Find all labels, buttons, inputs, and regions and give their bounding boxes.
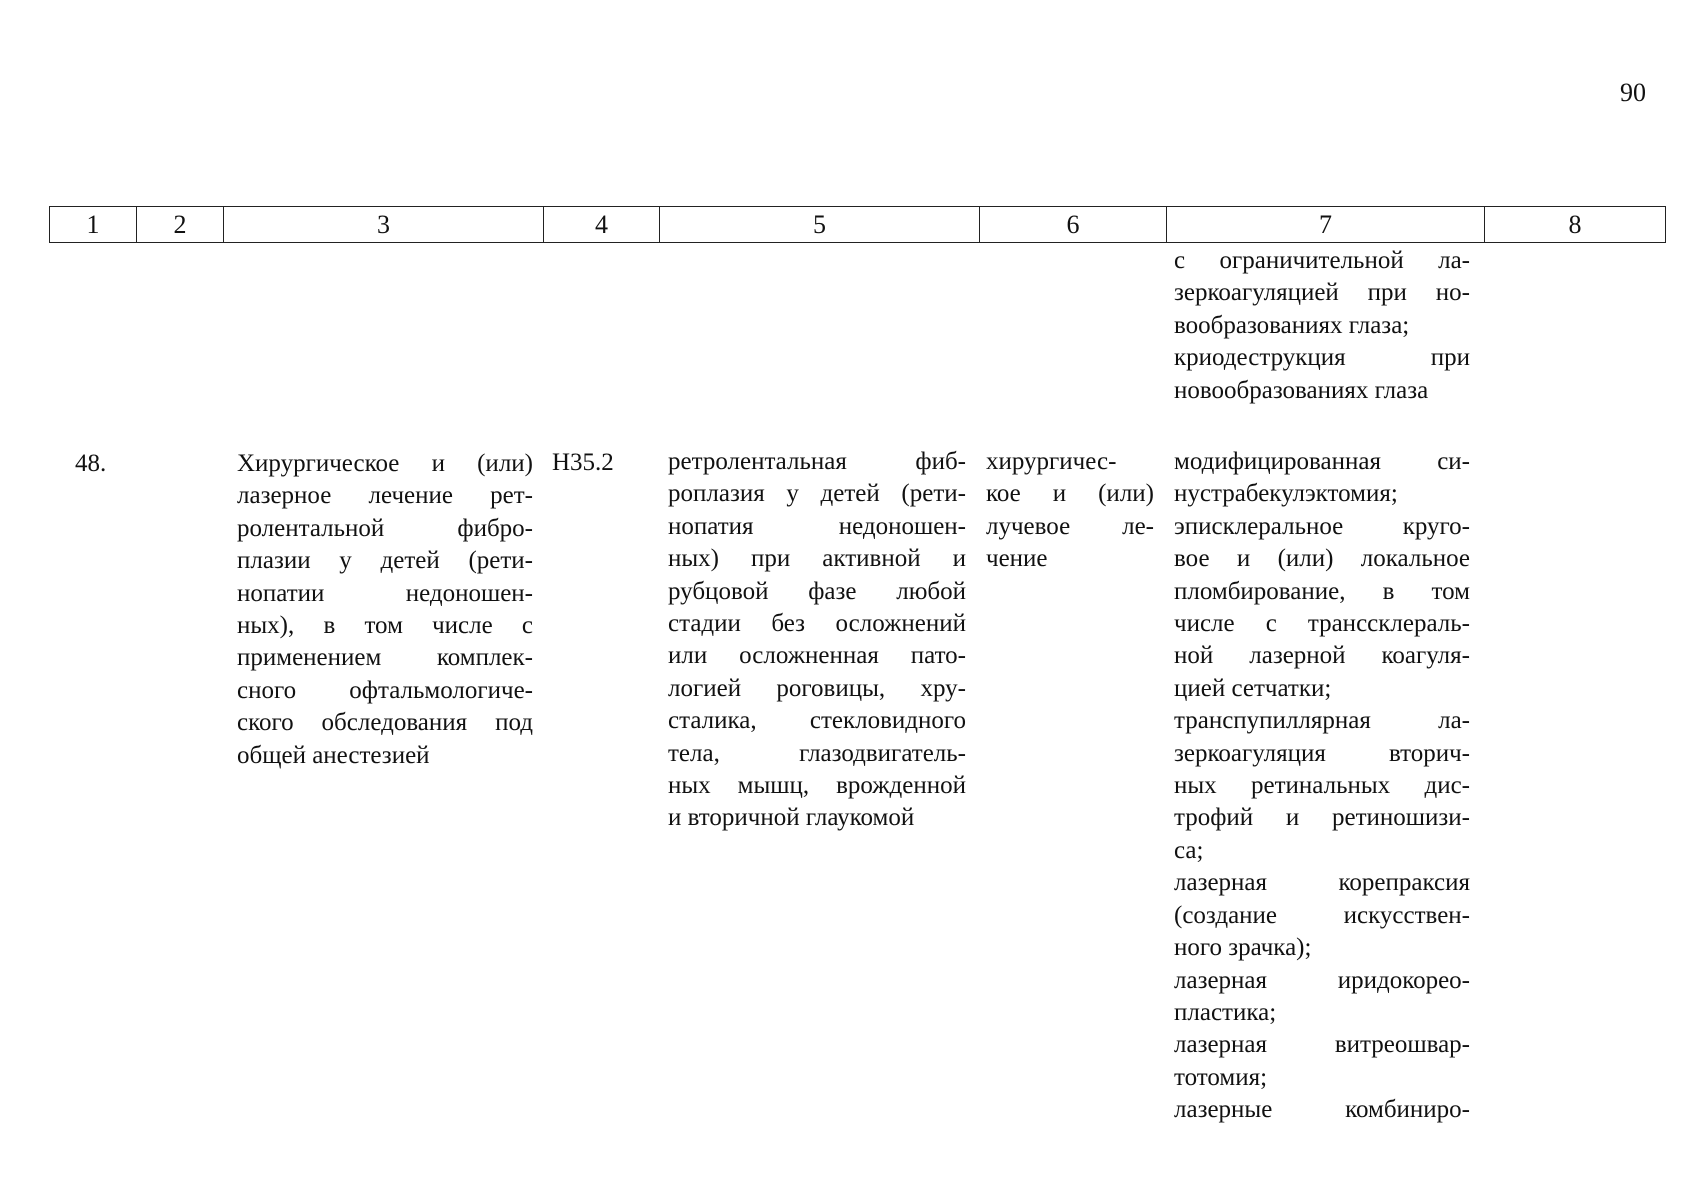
- column-header-2: 2: [137, 207, 224, 243]
- column-header-4: 4: [544, 207, 660, 243]
- column-header-5: 5: [660, 207, 980, 243]
- text-line: хирургичес-: [986, 448, 1117, 475]
- text-line: ных мышц, врожденной: [668, 772, 966, 800]
- text-line: числе с транссклераль-: [1174, 610, 1470, 638]
- text-line: сного офтальмологиче-: [237, 676, 533, 704]
- text-line: применением комплек-: [237, 644, 533, 672]
- text-line: цией сетчатки;: [1174, 674, 1332, 702]
- row-number: 48.: [75, 450, 107, 477]
- column-header-6: 6: [980, 207, 1167, 243]
- text-line: ского обследования под: [237, 709, 533, 737]
- text-line: стадии без осложнений: [668, 610, 966, 638]
- text-line: модифицированная си-: [1174, 448, 1470, 475]
- text-line: ной лазерной коагуля-: [1174, 642, 1470, 670]
- text-line: эписклеральное круго-: [1174, 512, 1470, 540]
- page-number: 90: [1620, 78, 1646, 107]
- column-header-3: 3: [224, 207, 544, 243]
- text-line: зеркоагуляция вторич-: [1174, 739, 1470, 767]
- text-line: лазерная иридокорео-: [1174, 966, 1470, 994]
- text-line: тела, глазодвигатель-: [668, 739, 966, 767]
- text-line: роплазия у детей (рети-: [668, 480, 966, 508]
- text-line: трофий и ретиношизи-: [1174, 804, 1470, 832]
- treatment-type-cell: [986, 446, 1154, 576]
- text-line: пломбирование, в том: [1174, 577, 1470, 605]
- text-line: сталика, стекловидного: [668, 707, 966, 735]
- text-line: лучевое ле-: [986, 512, 1154, 540]
- column-header-8: 8: [1485, 207, 1666, 243]
- text-line: ролентальной фибро-: [237, 514, 533, 542]
- text-line: зеркоагуляцией при но-: [1174, 279, 1470, 307]
- text-line: ретролентальная фиб-: [668, 448, 966, 475]
- text-line: лазерная витреошвар-: [1174, 1031, 1470, 1059]
- text-line: плазии у детей (рети-: [237, 547, 533, 575]
- text-line: новообразованиях глаза: [1174, 376, 1429, 404]
- text-line: нустрабекулэктомия;: [1174, 480, 1398, 508]
- text-line: вообразованиях глаза;: [1174, 311, 1410, 339]
- continuation-methods-text: [1174, 245, 1470, 407]
- text-line: са;: [1174, 836, 1204, 864]
- text-line: кое и (или): [986, 480, 1154, 508]
- text-line: лазерные комбиниро-: [1174, 1096, 1470, 1124]
- text-line: нопатия недоношен-: [668, 512, 966, 540]
- text-line: вое и (или) локальное: [1174, 545, 1470, 573]
- column-header-7: 7: [1167, 207, 1485, 243]
- text-line: общей анестезией: [237, 741, 430, 769]
- text-line: пластика;: [1174, 998, 1277, 1026]
- text-line: нопатии недоношен-: [237, 579, 533, 607]
- text-line: (создание искусствен-: [1174, 901, 1470, 929]
- column-header-1: 1: [50, 207, 137, 243]
- patient-model-cell: [668, 446, 966, 835]
- text-line: криодеструкция при: [1174, 344, 1470, 372]
- text-line: ных ретинальных дис-: [1174, 772, 1470, 800]
- text-line: с ограничительной ла-: [1174, 247, 1470, 274]
- text-line: лазерная корепраксия: [1174, 869, 1470, 897]
- icd-code-cell: H35.2: [552, 449, 614, 476]
- text-line: ных), в том числе с: [237, 612, 533, 640]
- text-line: лазерное лечение рет-: [237, 482, 533, 510]
- treatment-method-cell: [1174, 446, 1470, 1127]
- text-line: ного зрачка);: [1174, 934, 1312, 962]
- text-line: рубцовой фазе любой: [668, 577, 966, 605]
- text-line: чение: [986, 545, 1048, 573]
- column-number-header: [49, 206, 1666, 243]
- text-line: ных) при активной и: [668, 545, 966, 573]
- text-line: Хирургическое и (или): [237, 450, 533, 477]
- text-line: тотомия;: [1174, 1063, 1268, 1091]
- text-line: транспупиллярная ла-: [1174, 707, 1470, 735]
- treatment-name-cell: [237, 448, 533, 772]
- text-line: логией роговицы, хру-: [668, 674, 966, 702]
- text-line: и вторичной глаукомой: [668, 804, 915, 832]
- text-line: или осложненная пато-: [668, 642, 966, 670]
